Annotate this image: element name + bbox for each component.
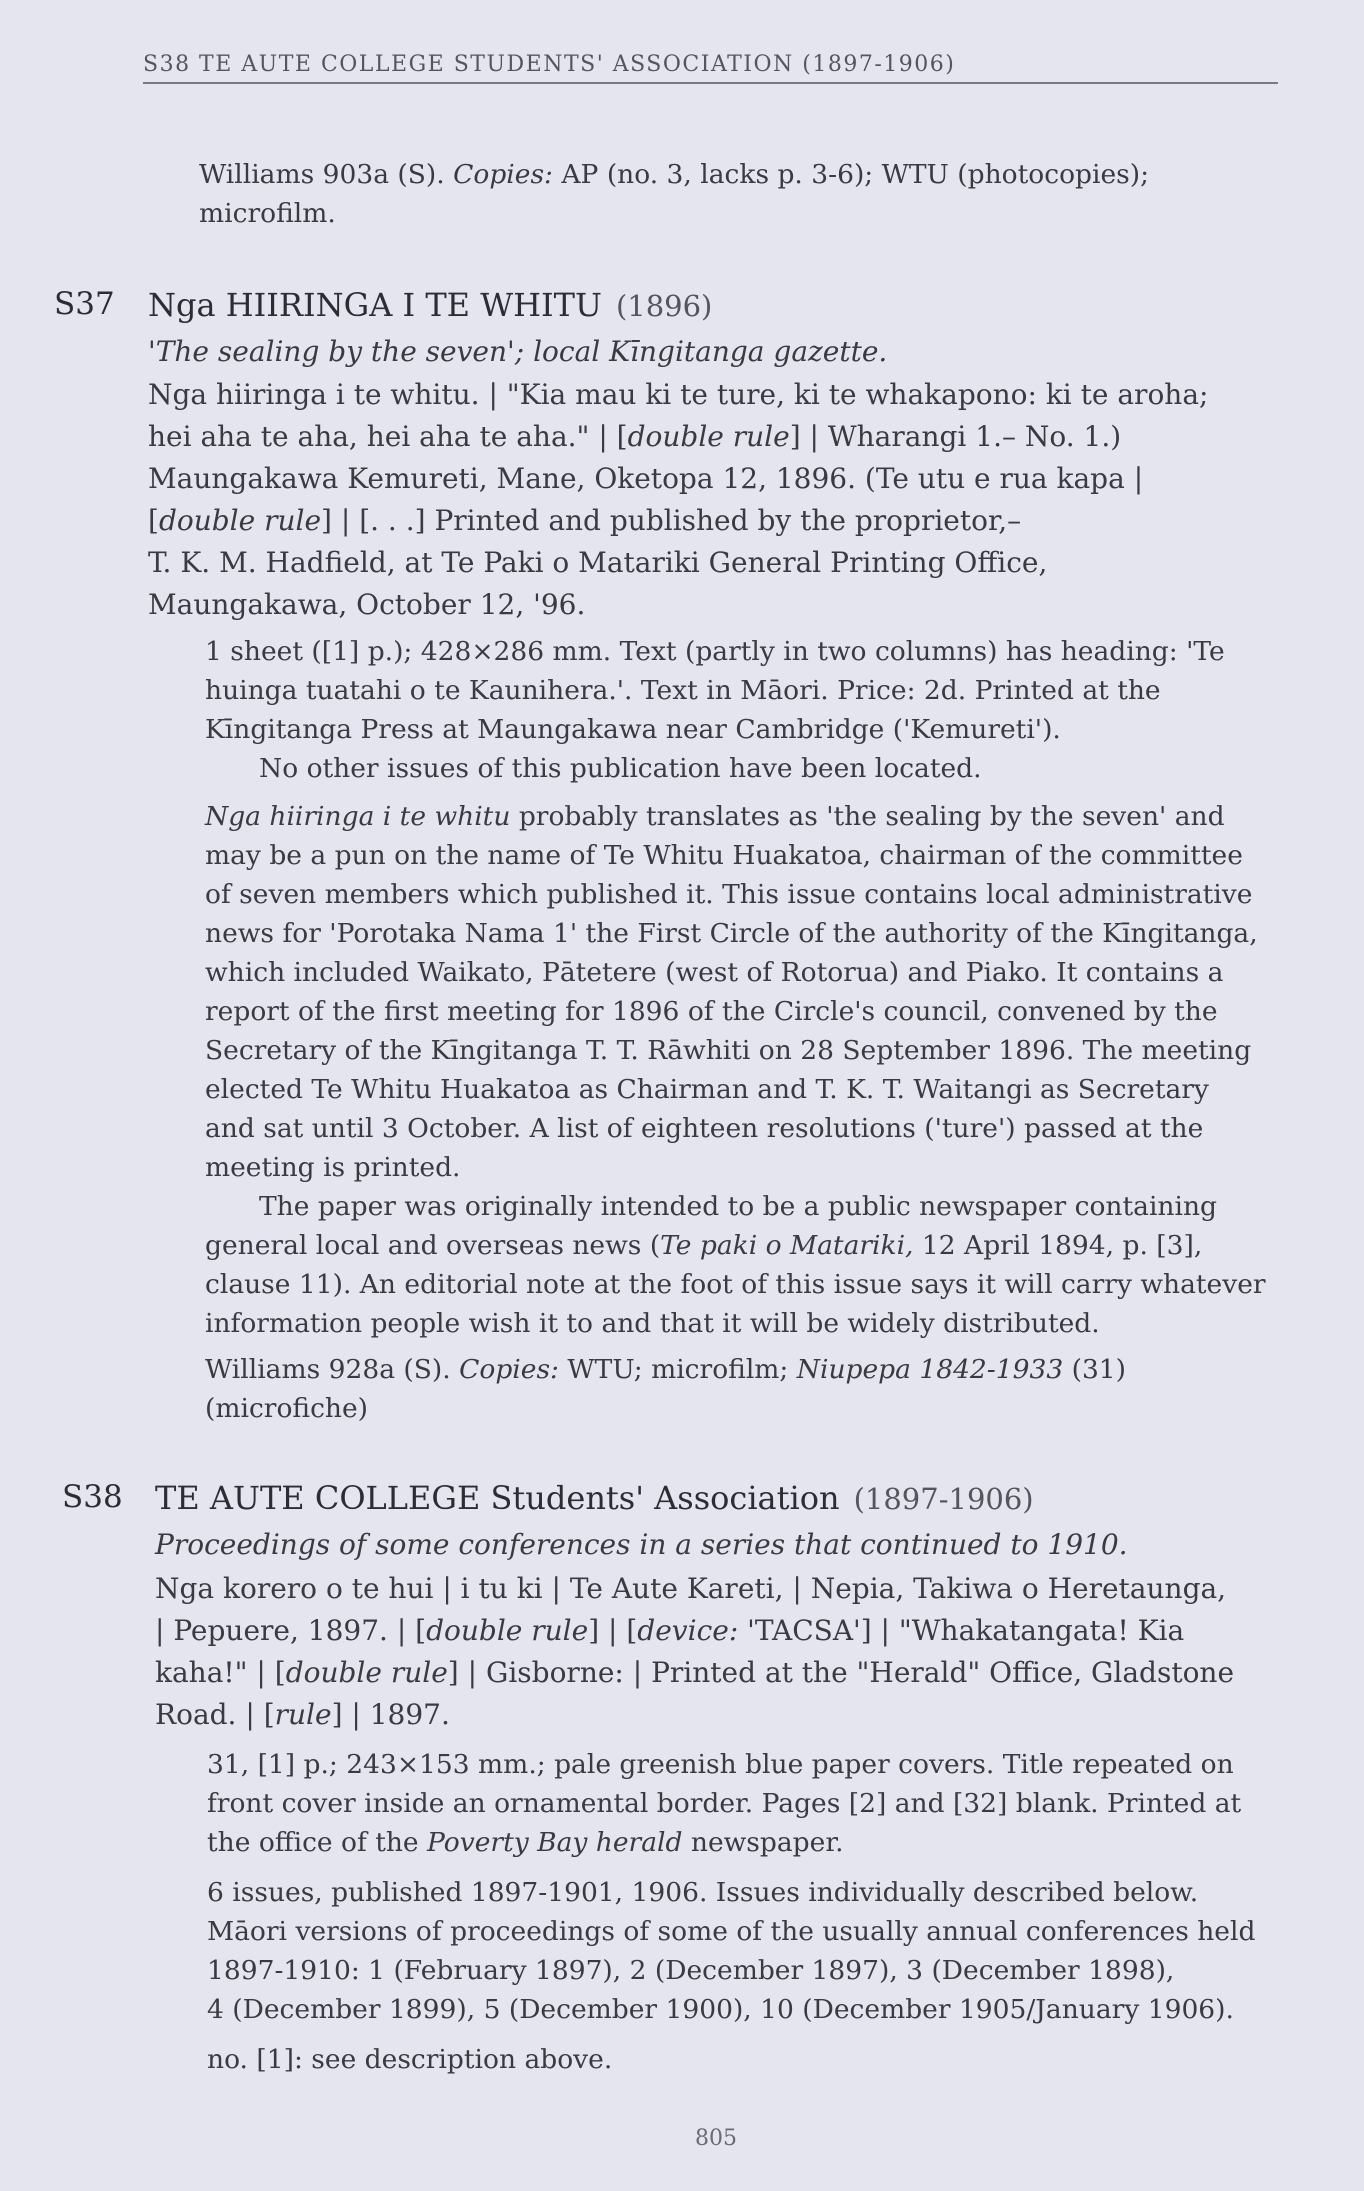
transcription-line: | Pepuere, 1897. | [double rule] | [device: 'TACSA'] | "Whakatangata! Kia <box>155 1614 1185 1647</box>
s38-transcription <box>155 1568 1285 1736</box>
physical-line: front cover inside an ornamental border. Pages [2] and [32] blank. Printed at <box>207 1788 1242 1819</box>
note-line: meeting is printed. <box>205 1152 461 1183</box>
transcription-line: T. K. M. Hadfield, at Te Paki o Matariki General Printing Office, <box>148 546 1048 579</box>
s37-holdings <box>205 1350 1280 1428</box>
note-line: The paper was originally intended to be a public newspaper containing <box>259 1191 1217 1222</box>
holdings-line: Williams 928a (S). Copies: WTU; microfilm; Niupepa 1842-1933 (31) <box>205 1354 1127 1385</box>
issues-line: 4 (December 1899), 5 (December 1900), 10 (December 1905/January 1906). <box>207 1994 1234 2025</box>
entry-number-s37: S37 <box>54 286 115 322</box>
issues-line: Māori versions of proceedings of some of the usually annual conferences held <box>207 1916 1256 1947</box>
note-line: general local and overseas news (Te paki o Matariki, 12 April 1894, p. [3], <box>205 1230 1203 1261</box>
transcription-line: Road. | [rule] | 1897. <box>155 1698 450 1731</box>
title-date: (1896) <box>615 289 713 323</box>
subtitle-line: Proceedings of some conferences in a series that continued to 1910. <box>155 1528 1128 1561</box>
entry-title-s38 <box>155 1479 1034 1517</box>
physical-line: Kīngitanga Press at Maungakawa near Cambridge ('Kemureti'). <box>205 714 1061 745</box>
transcription-line: Nga hiiringa i te whitu. | "Kia mau ki te ture, ki te whakapono: ki te aroha; <box>148 378 1209 411</box>
transcription-line: Nga korero o te hui | i tu ki | Te Aute Kareti, | Nepia, Takiwa o Heretaunga, <box>155 1572 1227 1605</box>
title-date: (1897-1906) <box>853 1482 1034 1516</box>
s38-subtitle <box>155 1525 1285 1565</box>
physical-line: 1 sheet ([1] p.); 428×286 mm. Text (partly in two columns) has heading: 'Te <box>205 636 1225 667</box>
s38-no1 <box>207 2040 1282 2079</box>
running-head: S38 TE AUTE COLLEGE STUDENTS' ASSOCIATION (1897-1906) <box>143 52 956 77</box>
note-line: information people wish it to and that it will be widely distributed. <box>205 1308 1100 1339</box>
note-line: news for 'Porotaka Nama 1' the First Circle of the authority of the Kīngitanga, <box>205 918 1258 949</box>
note-line: and sat until 3 October. A list of eighteen resolutions ('ture') passed at the <box>205 1113 1204 1144</box>
s37-transcription <box>148 374 1278 626</box>
note-line: Secretary of the Kīngitanga T. T. Rāwhiti on 28 September 1896. The meeting <box>205 1035 1252 1066</box>
physical-line: No other issues of this publication have been located. <box>259 753 982 784</box>
entry-number-s38: S38 <box>62 1479 123 1515</box>
issues-line: 6 issues, published 1897-1901, 1906. Issues individually described below. <box>207 1877 1199 1908</box>
transcription-line: kaha!" | [double rule] | Gisborne: | Printed at the "Herald" Office, Gladstone <box>155 1656 1235 1689</box>
entry-title-s37 <box>148 286 712 324</box>
s37-physical <box>205 632 1280 788</box>
transcription-line: Maungakawa, October 12, '96. <box>148 588 586 621</box>
s37-note <box>205 797 1280 1343</box>
note-line: elected Te Whitu Huakatoa as Chairman and T. K. T. Waitangi as Secretary <box>205 1074 1209 1105</box>
subtitle-line: 'The sealing by the seven'; local Kīngitanga gazette. <box>148 335 888 368</box>
page-number: 805 <box>695 2126 737 2151</box>
transcription-line: [double rule] | [. . .] Printed and published by the proprietor,– <box>148 504 1022 537</box>
intro-line-1: Williams 903a (S). Copies: AP (no. 3, lacks p. 3-6); WTU (photocopies); <box>199 159 1150 190</box>
physical-line: 31, [1] p.; 243×153 mm.; pale greenish blue paper covers. Title repeated on <box>207 1749 1234 1780</box>
note-line: of seven members which published it. This issue contains local administrative <box>205 879 1253 910</box>
transcription-line: hei aha te aha, hei aha te aha." | [double rule] | Wharangi 1.– No. 1.) <box>148 420 1122 453</box>
note-line: clause 11). An editorial note at the foot of this issue says it will carry whatever <box>205 1269 1266 1300</box>
intro-line-2: microfilm. <box>199 198 336 229</box>
note-line: may be a pun on the name of Te Whitu Huakatoa, chairman of the committee <box>205 840 1243 871</box>
title-text: Nga HIIRINGA I TE WHITU <box>148 286 602 324</box>
note-line: report of the first meeting for 1896 of the Circle's council, convened by the <box>205 996 1218 1027</box>
transcription-line: Maungakawa Kemureti, Mane, Oketopa 12, 1896. (Te utu e rua kapa | <box>148 462 1144 495</box>
physical-line: huinga tuatahi o te Kaunihera.'. Text in Māori. Price: 2d. Printed at the <box>205 675 1161 706</box>
note-line: which included Waikato, Pātetere (west of Rotorua) and Piako. It contains a <box>205 957 1224 988</box>
title-text: TE AUTE COLLEGE Students' Association <box>155 1479 840 1517</box>
holdings-line: (microfiche) <box>205 1393 369 1424</box>
no1-line: no. [1]: see description above. <box>207 2044 613 2075</box>
s38-issues <box>207 1873 1287 2029</box>
note-line: Nga hiiringa i te whitu probably translates as 'the sealing by the seven' and <box>205 801 1225 832</box>
issues-line: 1897-1910: 1 (February 1897), 2 (December 1897), 3 (December 1898), <box>207 1955 1175 1986</box>
intro-holdings <box>199 155 1279 233</box>
s37-subtitle <box>148 332 1278 372</box>
s38-physical <box>207 1745 1282 1862</box>
physical-line: the office of the Poverty Bay herald newspaper. <box>207 1827 844 1858</box>
header-rule <box>143 82 1278 84</box>
